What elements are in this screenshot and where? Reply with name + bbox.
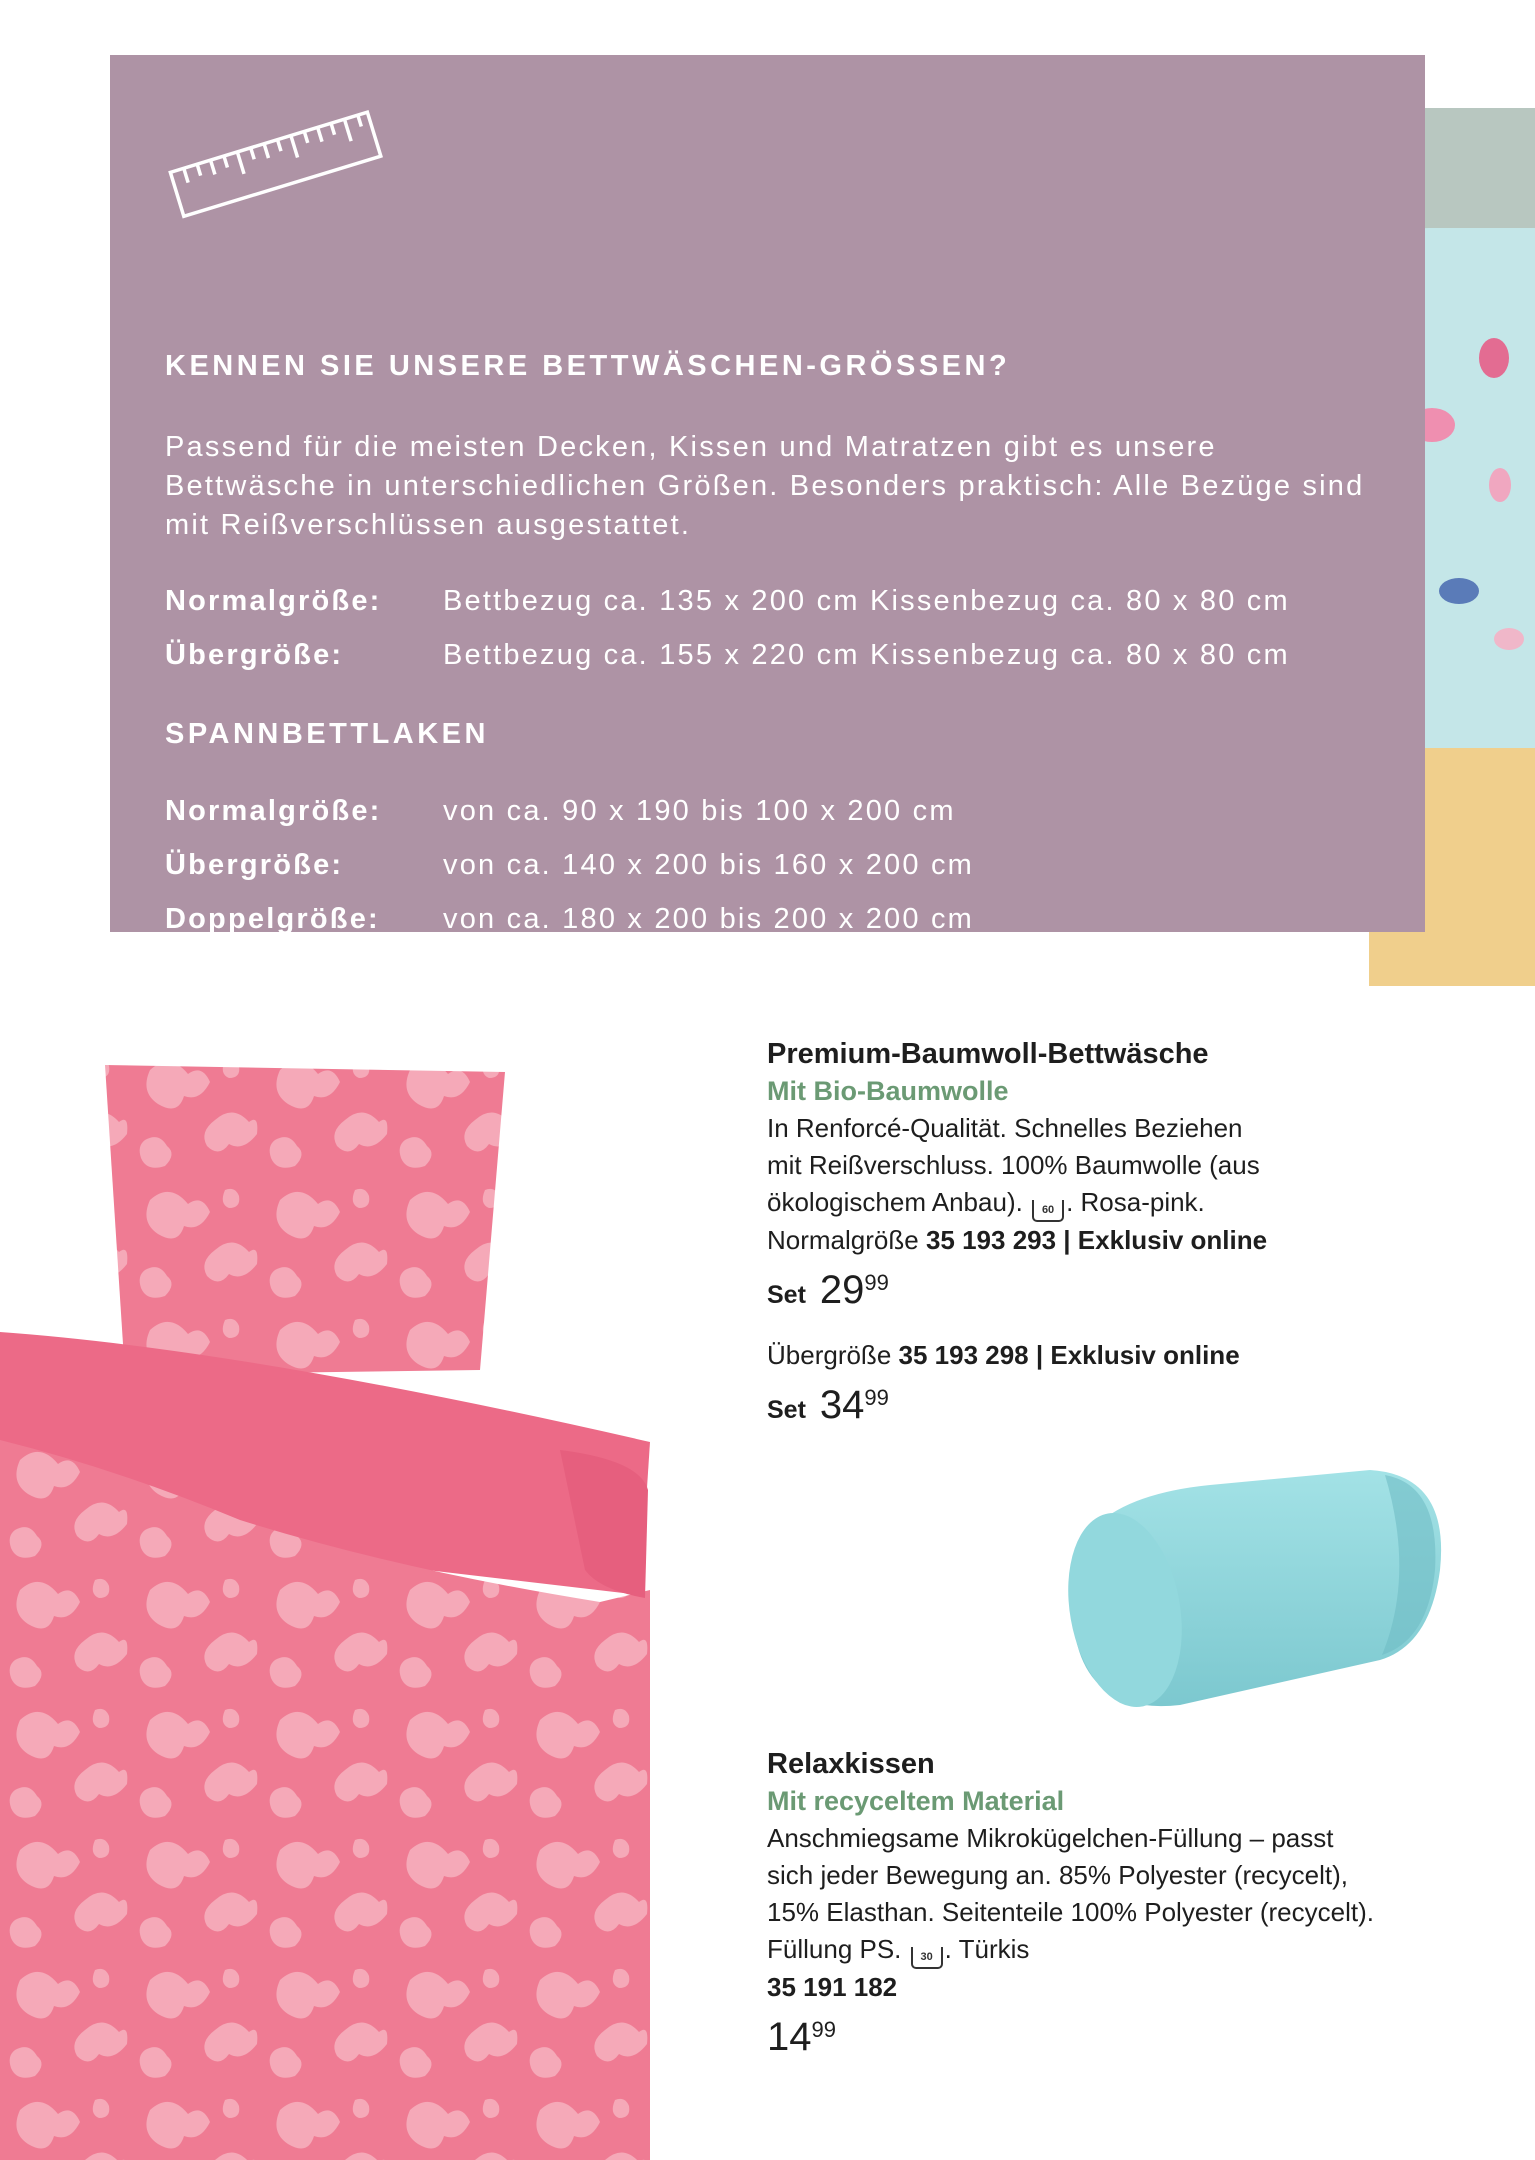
size-label: Übergröße bbox=[767, 1340, 892, 1370]
product-subtitle: Mit recyceltem Material bbox=[767, 1786, 1065, 1816]
price bbox=[767, 1382, 1467, 1428]
price-cents: 99 bbox=[811, 2017, 836, 2042]
product-desc-line bbox=[767, 1184, 1467, 1222]
size-info-box bbox=[110, 55, 1425, 935]
info-title: KENNEN SIE UNSERE BETTWÄSCHEN-GRÖSSEN? bbox=[165, 350, 1011, 382]
price-prefix: Set bbox=[767, 1396, 806, 1424]
product-desc-line: sich jeder Bewegung an. 85% Polyester (recycelt), bbox=[767, 1860, 1348, 1890]
product-desc-line: 15% Elasthan. Seitenteile 100% Polyester (recycelt). bbox=[767, 1897, 1374, 1927]
product-desc-line bbox=[767, 1931, 1467, 1969]
product-desc-line: mit Reißverschluss. 100% Baumwolle (aus bbox=[767, 1150, 1260, 1180]
article-number: 35 193 293 | Exklusiv online bbox=[925, 1225, 1268, 1255]
article-number: 35 191 182 bbox=[767, 1972, 898, 2002]
product-size-line bbox=[767, 1222, 1467, 1259]
desc-text: . Türkis bbox=[944, 1934, 1030, 1964]
spannbettlaken-title: SPANNBETTLAKEN bbox=[165, 718, 489, 750]
desc-text: . Rosa-pink. bbox=[1066, 1187, 1205, 1217]
size-label: Doppelgröße: bbox=[165, 903, 380, 935]
bedding-product-image bbox=[0, 1050, 680, 2160]
article-number: 35 193 298 | Exklusiv online bbox=[898, 1340, 1240, 1370]
size-value: Bettbezug ca. 155 x 220 cm Kissenbezug ca. 80 x 80 cm bbox=[443, 639, 1290, 671]
price bbox=[767, 1267, 1467, 1313]
product-size-line bbox=[767, 1337, 1467, 1374]
size-label: Normalgröße bbox=[767, 1225, 919, 1255]
product-relaxkissen bbox=[767, 1746, 1467, 2060]
product-name: Premium-Baumwoll-Bettwäsche bbox=[767, 1038, 1209, 1070]
product-name: Relaxkissen bbox=[767, 1748, 935, 1780]
price bbox=[767, 2014, 1467, 2060]
size-label: Übergröße: bbox=[165, 639, 344, 671]
price-main: 14 bbox=[767, 2015, 812, 2059]
product-bettwaesche bbox=[767, 1036, 1467, 1428]
desc-text: Füllung PS. bbox=[767, 1934, 902, 1964]
size-value: Bettbezug ca. 135 x 200 cm Kissenbezug ca. 80 x 80 cm bbox=[443, 585, 1290, 617]
price-prefix: Set bbox=[767, 1281, 806, 1309]
size-value: von ca. 140 x 200 bis 160 x 200 cm bbox=[443, 849, 975, 881]
price-cents: 99 bbox=[864, 1385, 889, 1410]
desc-text: ökologischem Anbau). bbox=[767, 1187, 1023, 1217]
size-label: Normalgröße: bbox=[165, 795, 382, 827]
price-cents: 99 bbox=[864, 1270, 889, 1295]
size-label: Normalgröße: bbox=[165, 585, 382, 617]
ruler-icon bbox=[165, 105, 395, 225]
product-subtitle: Mit Bio-Baumwolle bbox=[767, 1076, 1009, 1106]
size-value: von ca. 90 x 190 bis 100 x 200 cm bbox=[443, 795, 956, 827]
cushion-product-image bbox=[1030, 1455, 1450, 1735]
product-desc-line: In Renforcé-Qualität. Schnelles Beziehen bbox=[767, 1113, 1243, 1143]
info-text: Passend für die meisten Decken, Kissen und Matratzen gibt es unsere Bettwäsche in unterschiedlichen Größen. Besonders praktisch: Alle Bezüge sind mit Reißverschlüssen ausgestattet. bbox=[165, 431, 1365, 541]
size-label: Übergröße: bbox=[165, 849, 344, 881]
size-value: von ca. 180 x 200 bis 200 x 200 cm bbox=[443, 903, 975, 935]
product-desc-line: Anschmiegsame Mikrokügelchen-Füllung – passt bbox=[767, 1823, 1334, 1853]
price-main: 34 bbox=[819, 1383, 865, 1427]
price-main: 29 bbox=[819, 1268, 865, 1312]
wash-30-icon: 30 bbox=[911, 1947, 943, 1969]
wash-60-icon: 60 bbox=[1032, 1200, 1064, 1222]
